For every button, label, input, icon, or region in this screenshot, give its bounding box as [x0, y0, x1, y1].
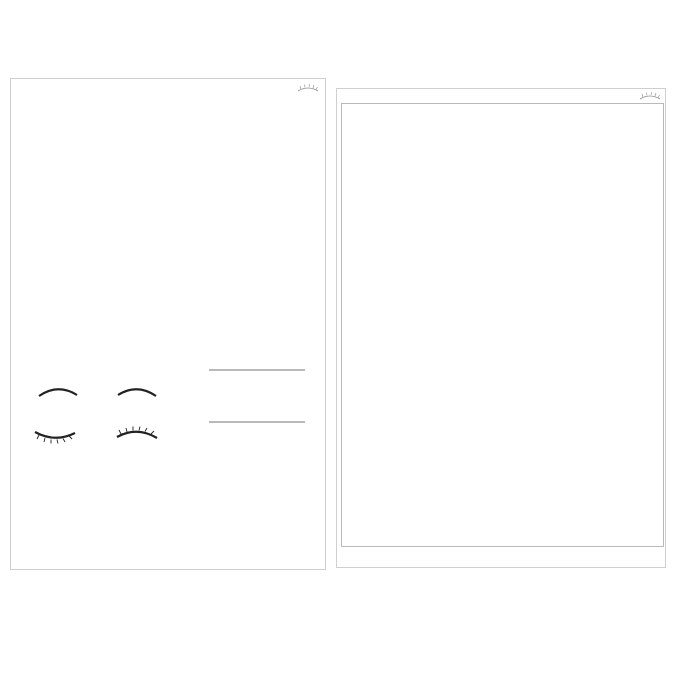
left-eye-map-2-icon[interactable] — [33, 429, 77, 445]
treatment-record-page — [336, 88, 666, 568]
lash-map-1-table — [209, 369, 305, 371]
right-eye-map-1-icon[interactable] — [117, 385, 157, 397]
client-record-page — [10, 78, 326, 570]
treatment-record-table — [341, 103, 664, 547]
eyelash-logo-icon — [297, 84, 319, 94]
eyelash-logo-icon — [639, 92, 661, 102]
lash-map-2-table — [209, 421, 305, 423]
right-eye-map-2-icon[interactable] — [115, 425, 159, 441]
left-eye-map-1-icon[interactable] — [38, 385, 78, 397]
